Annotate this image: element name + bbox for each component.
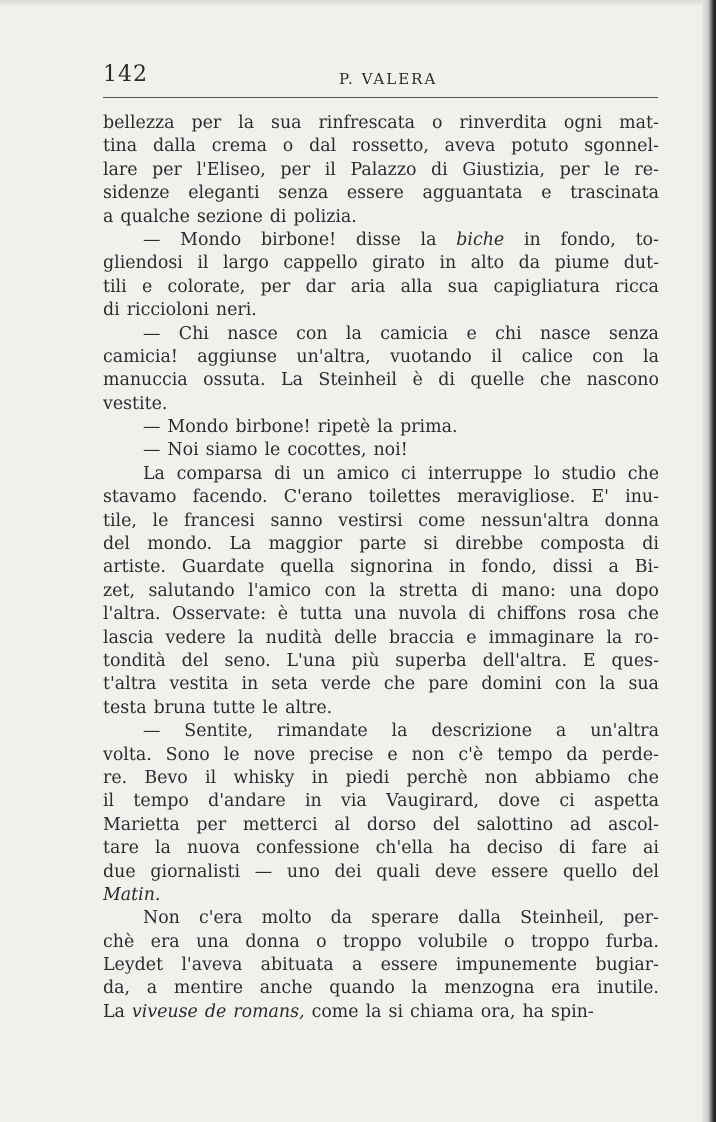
- text-line: di riccioloni neri.: [103, 300, 257, 321]
- text-line: lascia vedere la nudità delle braccia e immaginare la ro-: [103, 627, 659, 648]
- text-line: gliendosi il largo cappello girato in alto da piume dut-: [103, 253, 659, 274]
- text-line: zet, salutando l'amico con la stretta di mano: una dopo: [103, 580, 659, 601]
- text-line: due giornalisti — uno dei quali deve essere quello del: [103, 861, 659, 882]
- text-line: stavamo facendo. C'erano toilettes meravigliose. E' inu-: [103, 487, 659, 508]
- text-line: a qualche sezione di polizia.: [103, 206, 357, 227]
- page-header: [103, 60, 658, 100]
- text-line: tondità del seno. L'una più superba dell'altra. E ques-: [103, 650, 659, 671]
- text-line: tare la nuova confessione ch'ella ha deciso di fare ai: [103, 838, 659, 859]
- text-line: il tempo d'andare in via Vaugirard, dove ci aspetta: [103, 791, 659, 812]
- paragraph: [103, 439, 659, 462]
- text-line: tile, le francesi sanno vestirsi come nessun'altra donna: [103, 510, 659, 531]
- page-binding-edge: [702, 0, 716, 1122]
- text-line: tili e colorate, per dar aria alla sua capigliatura ricca: [103, 276, 659, 297]
- text-line: re. Bevo il whisky in piedi perchè non abbiamo che: [103, 767, 659, 788]
- text-line: Leydet l'aveva abituata a essere impunemente bugiar-: [103, 955, 659, 976]
- text-line: chè era una donna o troppo volubile o troppo furba.: [103, 931, 659, 952]
- text-line: — Chi nasce con la camicia e chi nasce senza: [143, 323, 659, 344]
- paragraph: [103, 229, 659, 323]
- text-line: — Sentite, rimandate la descrizione a un'altra: [143, 721, 659, 742]
- text-line: La viveuse de romans, come la si chiama ora, ha spin-: [103, 1001, 594, 1022]
- body-text: [103, 112, 659, 1024]
- text-line: vestite.: [103, 393, 168, 414]
- text-line: artiste. Guardate quella signorina in fondo, dissi a Bi-: [103, 557, 659, 578]
- paragraph: [103, 416, 659, 439]
- header-rule: [103, 97, 658, 98]
- text-line: sidenze eleganti senza essere agguantata e trascinata: [103, 183, 659, 204]
- text-line: Matin.: [103, 884, 161, 905]
- text-line: t'altra vestita in seta verde che pare domini con la sua: [103, 674, 659, 695]
- text-line: tina dalla crema o dal rossetto, aveva potuto sgonnel-: [103, 136, 659, 157]
- text-line: da, a mentire anche quando la menzogna era inutile.: [103, 978, 659, 999]
- text-line: — Noi siamo le cocottes, noi!: [143, 440, 408, 461]
- text-line: — Mondo birbone! ripetè la prima.: [143, 417, 458, 438]
- paragraph: [103, 720, 659, 907]
- paragraph: [103, 907, 659, 1024]
- text-line: camicia! aggiunse un'altra, vuotando il calice con la: [103, 346, 659, 367]
- text-line: manuccia ossuta. La Steinheil è di quelle che nascono: [103, 370, 659, 391]
- text-line: volta. Sono le nove precise e non c'è tempo da perde-: [103, 744, 659, 765]
- text-line: testa bruna tutte le altre.: [103, 697, 333, 718]
- text-line: l'altra. Osservate: è tutta una nuvola di chiffons rosa che: [103, 604, 659, 625]
- text-line: — Mondo birbone! disse la biche in fondo, to-: [143, 229, 659, 250]
- running-head: P. VALERA: [339, 70, 438, 88]
- paragraph: [103, 112, 659, 229]
- page-number: 142: [103, 62, 148, 87]
- text-line: del mondo. La maggior parte si direbbe composta di: [103, 534, 659, 555]
- text-line: Marietta per metterci al dorso del salottino ad ascol-: [103, 814, 659, 835]
- text-line: Non c'era molto da sperare dalla Steinheil, per-: [143, 908, 659, 929]
- paragraph: [103, 463, 659, 720]
- text-line: lare per l'Eliseo, per il Palazzo di Giustizia, per le re-: [103, 159, 659, 180]
- text-line: bellezza per la sua rinfrescata o rinverdita ogni mat-: [103, 113, 659, 133]
- text-line: La comparsa di un amico ci interruppe lo studio che: [143, 463, 659, 484]
- paragraph: [103, 323, 659, 417]
- page-top-edge: [0, 0, 716, 6]
